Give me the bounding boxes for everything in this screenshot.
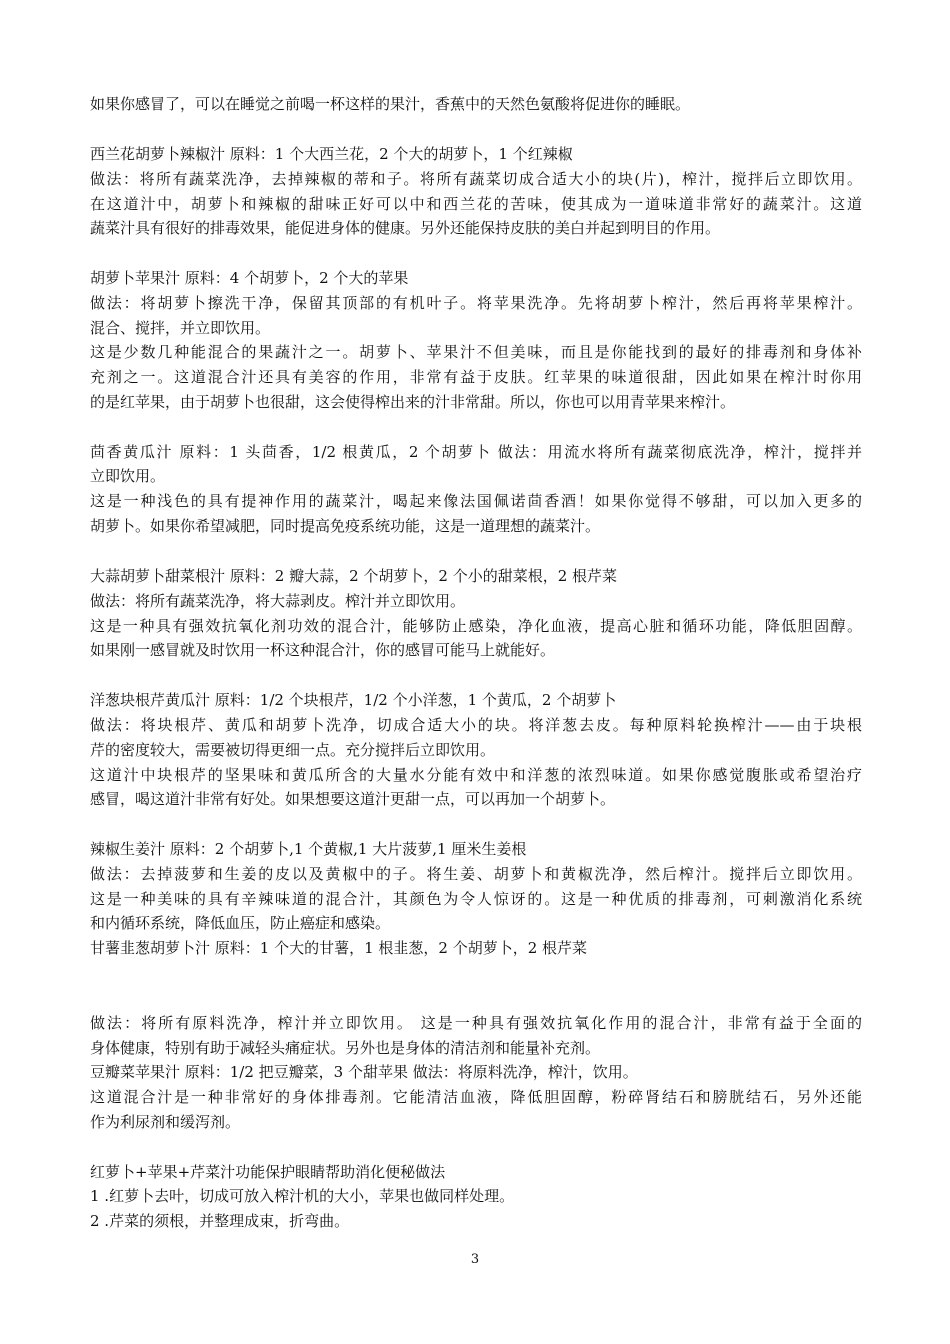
text-line: 的是红苹果，由于胡萝卜也很甜，这会使得榨出来的汁非常甜。所以，你也可以用青苹果来榨汁。 [90, 393, 736, 411]
text-line: 身体健康，特别有助于减轻头痛症状。另外也是身体的清洁剂和能量补充剂。 [90, 1039, 601, 1057]
text-line: 和内循环系统，降低血压，防止癌症和感染。 [90, 914, 391, 932]
section-heading: 红萝卜+苹果+芹菜汁功能保护眼睛帮助消化便秘做法 [90, 1163, 446, 1181]
text-line: 在这道汁中，胡萝卜和辣椒的甜味正好可以中和西兰花的苦味，使其成为一道味道非常好的蔬菜汁。这道 [90, 195, 862, 213]
text-line: 如果你感冒了，可以在睡觉之前喝一杯这样的果汁，香蕉中的天然色氨酸将促进你的睡眠。 [90, 95, 691, 113]
text-line: 做法：将所有原料洗净，榨汁并立即饮用。 这是一种具有强效抗氧化作用的混合汁，非常有益于全面的 [90, 1014, 862, 1032]
text-line: 这是一种美味的具有辛辣味道的混合汁，其颜色为令人惊讶的。这是一种优质的排毒剂，可刺激消化系统 [90, 890, 862, 908]
text-line: 作为利尿剂和缓泻剂。 [90, 1113, 241, 1131]
recipe-title: 西兰花胡萝卜辣椒汁 原料：1 个大西兰花，2 个大的胡萝卜，1 个红辣椒 [90, 145, 573, 163]
recipe-title: 大蒜胡萝卜甜菜根汁 原料：2 瓣大蒜，2 个胡萝卜，2 个小的甜菜根，2 根芹菜 [90, 567, 618, 585]
text-line: 充剂之一。这道混合汁还具有美容的作用，非常有益于皮肤。红苹果的味道很甜，因此如果在榨汁时你用 [90, 368, 862, 386]
text-line: 做法：将胡萝卜擦洗干净，保留其顶部的有机叶子。将苹果洗净。先将胡萝卜榨汁，然后再将苹果榨汁。 [90, 294, 862, 312]
text-line: 芹的密度较大，需要被切得更细一点。充分搅拌后立即饮用。 [90, 741, 496, 759]
text-line: 蔬菜汁具有很好的排毒效果，能促进身体的健康。另外还能保持皮肤的美白并起到明目的作用。 [90, 219, 721, 237]
recipe-title: 茴香黄瓜汁 原料：1 头茴香，1/2 根黄瓜，2 个胡萝卜 做法：用流水将所有蔬菜彻底洗净，榨汁，搅拌并 [90, 443, 862, 461]
recipe-title: 豆瓣菜苹果汁 原料：1/2 把豆瓣菜，3 个甜苹果 做法：将原料洗净，榨汁，饮用。 [90, 1063, 638, 1081]
recipe-title: 洋葱块根芹黄瓜汁 原料：1/2 个块根芹，1/2 个小洋葱，1 个黄瓜，2 个胡萝卜 [90, 691, 617, 709]
text-line: 做法：将块根芹、黄瓜和胡萝卜洗净，切成合适大小的块。将洋葱去皮。每种原料轮换榨汁——由于块根 [90, 716, 862, 734]
text-line: 这是一种浅色的具有提神作用的蔬菜汁，喝起来像法国佩诺茴香酒！如果你觉得不够甜，可以加入更多的 [90, 492, 862, 510]
recipe-title: 辣椒生姜汁 原料：2 个胡萝卜,1 个黄椒,1 大片菠萝,1 厘米生姜根 [90, 840, 527, 858]
text-line: 感冒，喝这道汁非常有好处。如果想要这道汁更甜一点，可以再加一个胡萝卜。 [90, 790, 616, 808]
text-line: 做法：去掉菠萝和生姜的皮以及黄椒中的子。将生姜、胡萝卜和黄椒洗净，然后榨汁。搅拌后立即饮用。 [90, 865, 862, 883]
page-number: 3 [470, 1252, 480, 1267]
text-line: 胡萝卜。如果你希望减肥，同时提高免疫系统功能，这是一道理想的蔬菜汁。 [90, 517, 601, 535]
list-item: 1 .红萝卜去叶，切成可放入榨汁机的大小，苹果也做同样处理。 [90, 1187, 515, 1205]
recipe-title: 胡萝卜苹果汁 原料：4 个胡萝卜，2 个大的苹果 [90, 269, 409, 287]
text-line: 这道汁中块根芹的坚果味和黄瓜所含的大量水分能有效中和洋葱的浓烈味道。如果你感觉腹胀或希望治疗 [90, 766, 862, 784]
text-line: 这是一种具有强效抗氧化剂功效的混合汁，能够防止感染，净化血液，提高心脏和循环功能，降低胆固醇。 [90, 617, 862, 635]
text-line: 做法：将所有蔬菜洗净，去掉辣椒的蒂和子。将所有蔬菜切成合适大小的块(片)，榨汁，搅拌后立即饮用。 [90, 170, 862, 188]
text-line: 做法：将所有蔬菜洗净，将大蒜剥皮。榨汁并立即饮用。 [90, 592, 466, 610]
text-line: 立即饮用。 [90, 467, 166, 485]
text-line: 混合、搅拌，并立即饮用。 [90, 319, 271, 337]
text-line: 这是少数几种能混合的果蔬汁之一。胡萝卜、苹果汁不但美味，而且是你能找到的最好的排毒剂和身体补 [90, 343, 862, 361]
list-item: 2 .芹菜的须根，并整理成束，折弯曲。 [90, 1212, 350, 1230]
text-line: 如果刚一感冒就及时饮用一杯这种混合汁，你的感冒可能马上就能好。 [90, 641, 556, 659]
text-line: 这道混合汁是一种非常好的身体排毒剂。它能清洁血液，降低胆固醇，粉碎肾结石和膀胱结石，另外还能 [90, 1088, 862, 1106]
recipe-title: 甘薯韭葱胡萝卜汁 原料：1 个大的甘薯，1 根韭葱，2 个胡萝卜，2 根芹菜 [90, 939, 588, 957]
